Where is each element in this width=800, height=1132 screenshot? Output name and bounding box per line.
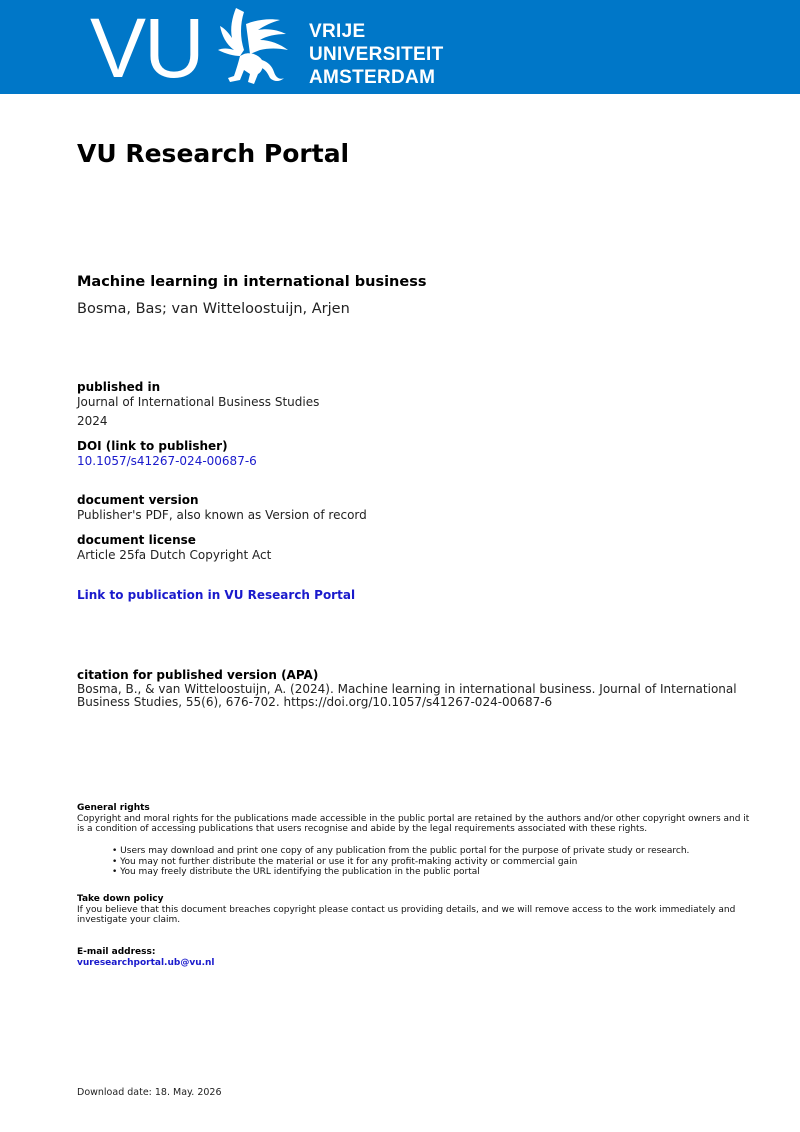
list-item: • You may not further distribute the material or use it for any profit-making activity or commercial gain [112, 857, 689, 868]
doi-link[interactable]: 10.1057/s41267-024-00687-6 [77, 454, 257, 468]
header-banner [0, 0, 800, 94]
rights-list [112, 846, 689, 878]
publication-title: Machine learning in international business [77, 274, 427, 290]
publication-authors: Bosma, Bas; van Witteloostuijn, Arjen [77, 301, 350, 317]
journal-name: Journal of International Business Studies [77, 395, 320, 409]
university-name-line: UNIVERSITEIT [309, 44, 444, 65]
doi-label: DOI (link to publisher) [77, 439, 228, 453]
document-version-label: document version [77, 493, 199, 507]
take-down-text: If you believe that this document breaches copyright please contact us providing details, and we will remove access to the work immediately and investigate your claim. [77, 905, 736, 925]
griffin-icon [206, 4, 302, 90]
email-label: E-mail address: [77, 947, 156, 957]
university-name-line: AMSTERDAM [309, 67, 436, 88]
download-date: Download date: 18. May. 2026 [77, 1087, 222, 1098]
general-rights-text: Copyright and moral rights for the publications made accessible in the public portal are retained by the authors and/or other copyright owners and it is a condition of accessing publications that users recognise and abide by the legal requirements associated with these rights. [77, 814, 750, 834]
document-version-value: Publisher's PDF, also known as Version of record [77, 508, 367, 522]
citation-text: Bosma, B., & van Witteloostuijn, A. (2024). Machine learning in international business. Journal of International Business Studies, 55(6), 676-702. https://doi.org/10.1057/s41267-024-00687-6 [77, 682, 737, 709]
email-link[interactable]: vuresearchportal.ub@vu.nl [77, 958, 215, 968]
university-name-line: VRIJE [309, 21, 366, 42]
document-license-value: Article 25fa Dutch Copyright Act [77, 548, 272, 562]
list-item: • You may freely distribute the URL identifying the publication in the public portal [112, 867, 689, 878]
page-title: VU Research Portal [77, 139, 350, 168]
document-license-label: document license [77, 533, 196, 547]
publication-year: 2024 [77, 414, 108, 428]
vu-logo-letters: VU [90, 1, 203, 95]
university-name [309, 20, 444, 89]
general-rights-label: General rights [77, 803, 150, 813]
list-item: • Users may download and print one copy of any publication from the public portal for the purpose of private study or research. [112, 846, 689, 857]
citation-label: citation for published version (APA) [77, 668, 319, 682]
portal-publication-link[interactable]: Link to publication in VU Research Portal [77, 588, 356, 602]
published-in-label: published in [77, 380, 161, 394]
take-down-label: Take down policy [77, 894, 164, 904]
